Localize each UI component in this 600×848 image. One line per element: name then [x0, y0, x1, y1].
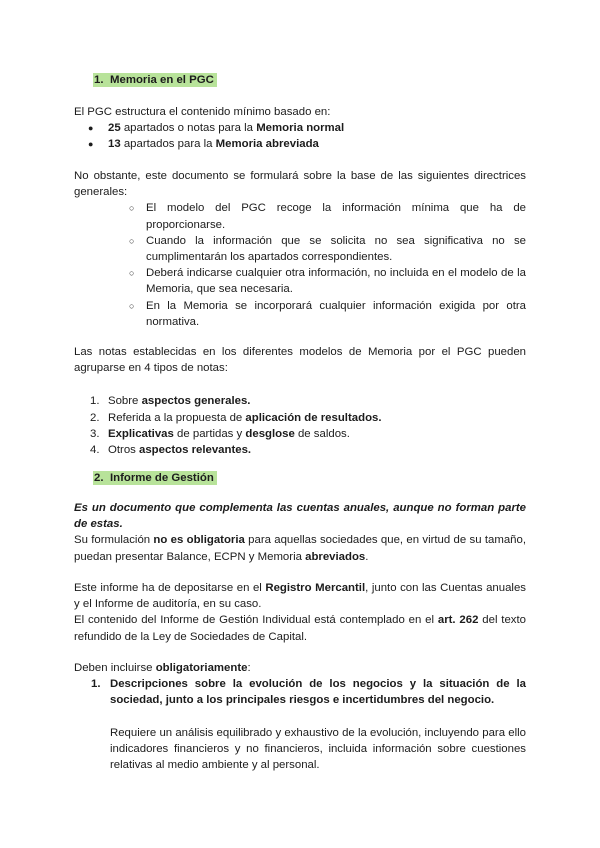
section-heading-highlight — [93, 73, 217, 87]
list-item: ● 13 apartados para la Memoria abreviada — [88, 138, 319, 151]
list-item: 1. Descripciones sobre la evolución de los negocios y la situación de la sociedad, junto a los principales riesgos e incertidumbres del negocio. — [91, 678, 526, 707]
pgc-intro-block — [74, 104, 526, 153]
informe-paragraph-3: El contenido del Informe de Gestión Individual está contemplado en el art. 262 del texto refundido de la Ley de Sociedades de Capital. — [74, 614, 526, 643]
list-item: 1. Sobre aspectos generales. — [90, 395, 251, 408]
directrices-list — [74, 200, 526, 330]
list-item: 3. Explicativas de partidas y desglose de saldos. — [90, 427, 350, 440]
item1-detail: Requiere un análisis equilibrado y exhaustivo de la evolución, incluyendo para ello indicadores financieros y no financieros, incluida información sobre cuestiones relativas al medio ambiente y al personal. — [110, 726, 526, 771]
section-heading-informe — [93, 470, 217, 486]
list-item: ○ En la Memoria se incorporará cualquier información exigida por otra normativa. — [129, 299, 526, 328]
informe-block-2 — [74, 580, 526, 645]
section-title: Informe de Gestión — [110, 472, 214, 484]
informe-paragraph-4: Deben incluirse obligatoriamente: — [74, 662, 251, 674]
informe-block — [74, 500, 526, 565]
directrices-intro: No obstante, este documento se formulará sobre la base de las siguientes directrices generales: — [74, 170, 526, 199]
obligatorio-list — [74, 676, 526, 708]
list-item: ○ Deberá indicarse cualquier otra información, no incluida en el modelo de la Memoria, que sea necesaria. — [129, 267, 526, 296]
circle-bullet-icon: ○ — [129, 235, 135, 246]
notas-block — [74, 344, 526, 458]
circle-bullet-icon: ○ — [129, 300, 135, 311]
informe-lead: Es un documento que complementa las cuentas anuales, aunque no forman parte de estas. — [74, 502, 526, 531]
section-heading-memoria — [93, 72, 217, 88]
list-item: 4. Otros aspectos relevantes. — [90, 443, 252, 456]
section-number: 1. — [94, 74, 104, 86]
memoria-bullet-list — [74, 120, 526, 152]
bullet-icon: ● — [88, 139, 94, 150]
circle-bullet-icon: ○ — [129, 268, 135, 279]
section-number: 2. — [94, 472, 104, 484]
pgc-intro-text: El PGC estructura el contenido mínimo basado en: — [74, 106, 331, 118]
section-heading-highlight — [93, 471, 217, 485]
notas-intro: Las notas establecidas en los diferentes modelos de Memoria por el PGC pueden agruparse en 4 tipos de notas: — [74, 346, 526, 375]
bullet-icon: ● — [88, 123, 94, 134]
informe-paragraph-2: Este informe ha de depositarse en el Registro Mercantil, junto con las Cuentas anuales y el Informe de auditoría, en su caso. — [74, 582, 526, 611]
informe-paragraph-1: Su formulación no es obligatoria para aquellas sociedades que, en virtud de su tamaño, puedan presentar Balance, ECPN y Memoria abreviados. — [74, 534, 526, 563]
section-title: Memoria en el PGC — [110, 74, 214, 86]
list-item: ○ El modelo del PGC recoge la información mínima que ha de proporcionarse. — [129, 202, 526, 231]
circle-bullet-icon: ○ — [129, 203, 135, 214]
notas-list — [74, 393, 526, 458]
list-item: ○ Cuando la información que se solicita no sea significativa no se cumplimentarán los apartados correspondientes. — [129, 234, 526, 263]
directrices-block — [74, 168, 526, 330]
list-item: ● 25 apartados o notas para la Memoria normal — [88, 122, 345, 135]
informe-block-3 — [74, 660, 526, 773]
list-item: 2. Referida a la propuesta de aplicación de resultados. — [90, 411, 382, 424]
